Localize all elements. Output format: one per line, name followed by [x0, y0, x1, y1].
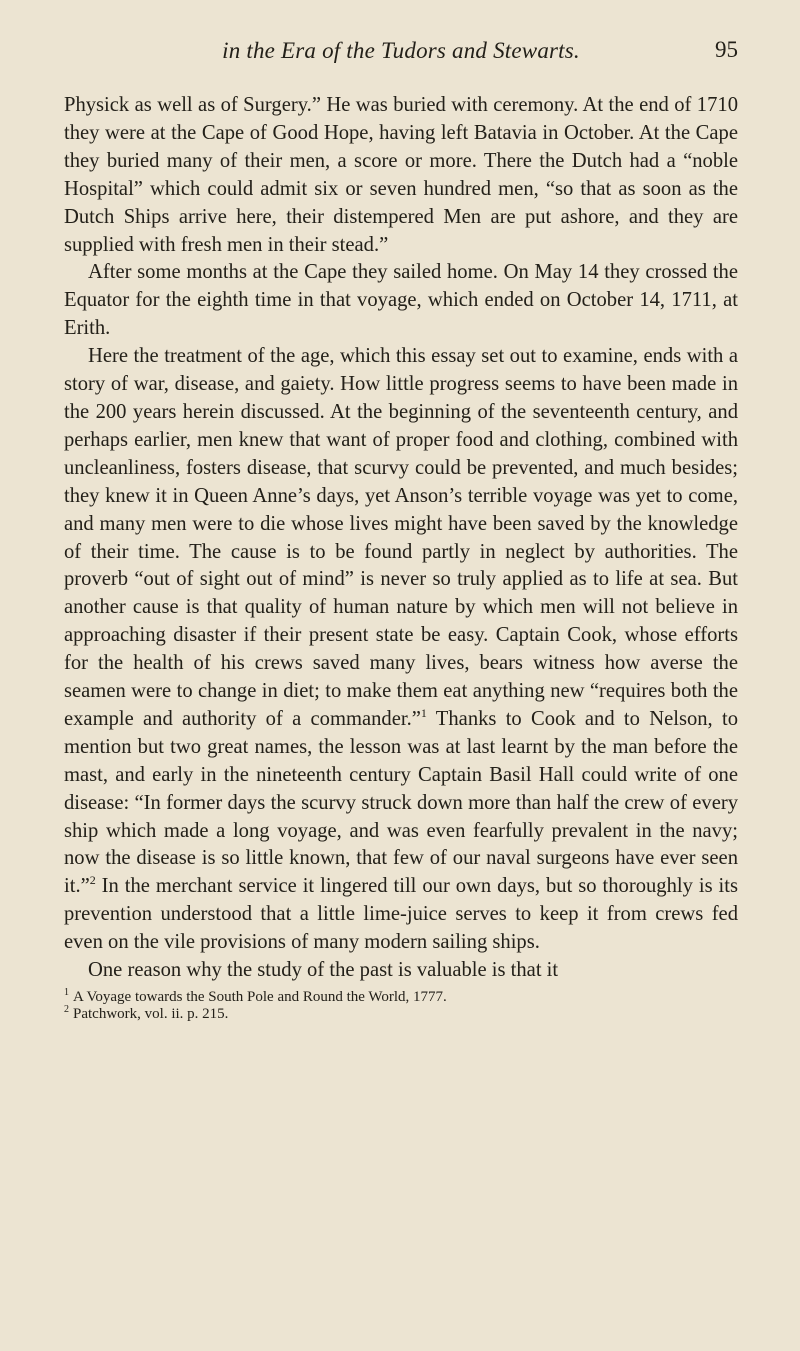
- footnote-mark-1: 1: [64, 987, 69, 998]
- paragraph-3: [64, 343, 738, 957]
- body-text: [64, 92, 738, 985]
- footnotes: [64, 989, 738, 1023]
- footnote-2: [64, 1006, 738, 1023]
- paragraph-1: Physick as well as of Surgery.” He was buried with ceremony. At the end of 1710 they were at the Cape of Good Hope, having left Batavia in October. At the Cape they buried many of their men, a score or more. There the Dutch had a “noble Hospital” which could admit six or seven hundred men, “so that as soon as the Dutch Ships arrive here, their distempered Men are put ashore, and they are supplied with fresh men in their stead.”: [64, 94, 738, 256]
- running-title: in the Era of the Tudors and Stewarts.: [222, 38, 580, 63]
- footnote-ref-2: 2: [89, 873, 96, 888]
- page-number: 95: [715, 37, 738, 62]
- footnote-text-1: A Voyage towards the South Pole and Round the World, 1777.: [73, 989, 447, 1005]
- page-header: [64, 22, 738, 70]
- paragraph-3-part-c: In the merchant service it lingered till our own days, but so thoroughly is its prevention understood that a little lime-juice serves to keep it from crews fed even on the vile provisions of many modern sailing ships.: [64, 875, 738, 954]
- paragraph-4: One reason why the study of the past is valuable is that it: [88, 959, 559, 982]
- footnote-ref-1: 1: [420, 706, 427, 721]
- paragraph-3-part-b: Thanks to Cook and to Nelson, to mention but two great names, the lesson was at last learnt by the man before the mast, and early in the nineteenth century Captain Basil Hall could write of one disease: “In former days the scurvy struck down more than half the crew of every ship which made a long voyage, and was even fearfully prevalent in the navy; now the disease is so little known, that few of our naval surgeons have ever seen it.”: [64, 707, 738, 898]
- paragraph-2: After some months at the Cape they sailed home. On May 14 they crossed the Equator for the eighth time in that voyage, which ended on October 14, 1711, at Erith.: [64, 261, 738, 340]
- footnote-text-2: Patchwork, vol. ii. p. 215.: [73, 1006, 229, 1022]
- footnote-mark-2: 2: [64, 1004, 69, 1015]
- footnote-1: [64, 989, 738, 1006]
- paragraph-3-part-a: Here the treatment of the age, which this essay set out to examine, ends with a story of war, disease, and gaiety. How little progress seems to have been made in the 200 years herein discussed. At the beginning of the seventeenth century, and perhaps earlier, men knew that want of proper food and clothing, combined with uncleanliness, fosters disease, that scurvy could be prevented, and much besides; they knew it in Queen Anne’s days, yet Anson’s terrible voyage was yet to come, and many men were to die whose lives might have been saved by the knowledge of their time. The cause is to be found partly in neglect by authorities. The proverb “out of sight out of mind” is never so truly applied as to life at sea. But another cause is that quality of human nature by which men will not believe in approaching disaster if their present state be easy. Captain Cook, whose efforts for the health of his crews saved many lives, bears witness how averse the seamen were to change in diet; to make them eat anything new “requires both the example and authority of a commander.”: [64, 345, 738, 730]
